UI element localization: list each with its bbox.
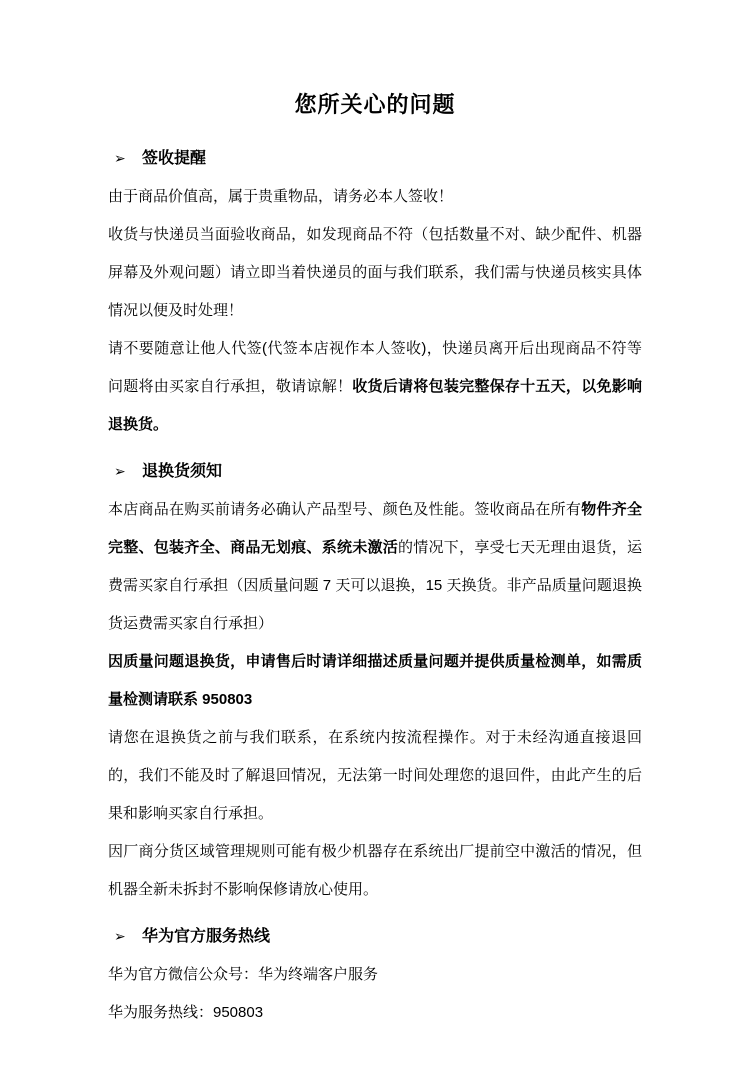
text-segment: 请不要随意让他人代签(代签本店视作本人签收)，快递员离开后出现商品不符等问题将由买家自行承担，敬请谅解！ [108,340,642,395]
paragraph [108,719,642,833]
section-heading [108,923,642,946]
text-segment: 由于商品价值高，属于贵重物品，请务必本人签收！ [108,188,454,205]
bold-text-segment: 收货后请将包装完整保存十五天，以免影响退换货。 [108,378,642,433]
arrow-bullet-icon: ➢ [114,928,126,944]
section-heading-label: 退换货须知 [142,463,223,480]
paragraph [108,178,642,216]
text-segment: 因厂商分货区域管理规则可能有极少机器存在系统出厂提前空中激活的情况，但机器全新未拆封不影响保修请放心使用。 [108,843,642,898]
paragraph [108,491,642,643]
document-body [108,145,642,1032]
page-title: 您所关心的问题 [294,92,456,117]
text-segment: 的情况下，享受七天无理由退货，运费需买家自行承担（因质量问题 7 天可以退换，15 天换货。非产品质量问题退换货运费需买家自行承担） [108,539,642,632]
section-heading [108,458,642,481]
paragraph [108,643,642,719]
text-segment: 华为官方微信公众号：华为终端客户服务 [108,966,379,983]
section-heading-label: 华为官方服务热线 [142,928,271,945]
text-segment: 请您在退换货之前与我们联系，在系统内按流程操作。对于未经沟通直接退回的，我们不能及时了解退回情况，无法第一时间处理您的退回件，由此产生的后果和影响买家自行承担。 [108,729,642,822]
bold-text-segment: 物件齐全完整、包装齐全、商品无划痕、系统未激活 [108,501,642,556]
section-heading [108,145,642,168]
text-segment: 本店商品在购买前请务必确认产品型号、颜色及性能。签收商品在所有 [108,501,582,518]
paragraph [108,833,642,909]
paragraph [108,330,642,444]
text-segment: 华为服务热线：950803 [108,1004,264,1021]
paragraph [108,216,642,330]
arrow-bullet-icon: ➢ [114,150,126,166]
bold-text-segment: 因质量问题退换货，申请售后时请详细描述质量问题并提供质量检测单，如需质量检测请联系 950803 [108,653,642,708]
paragraph [108,956,642,994]
section-heading-label: 签收提醒 [142,150,207,167]
text-segment: 收货与快递员当面验收商品，如发现商品不符（包括数量不对、缺少配件、机器屏幕及外观问题）请立即当着快递员的面与我们联系，我们需与快递员核实具体情况以便及时处理！ [108,226,642,319]
paragraph [108,994,642,1032]
arrow-bullet-icon: ➢ [114,463,126,479]
